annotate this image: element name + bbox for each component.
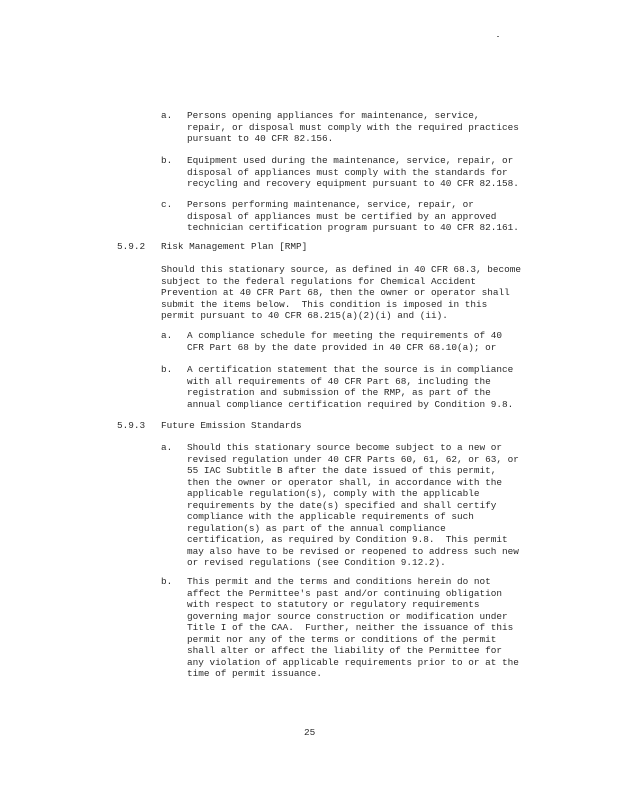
item-b-text xyxy=(187,155,519,190)
section-593-item-a-text xyxy=(187,442,519,569)
text-line: 55 IAC Subtitle B after the date issued of this permit, xyxy=(187,465,497,476)
text-line: This permit and the terms and conditions herein do not xyxy=(187,576,491,587)
text-line: Should this stationary source become subject to a new or xyxy=(187,442,503,453)
text-line: submit the items below. This condition is imposed in this xyxy=(161,298,488,310)
section-heading: Risk Management Plan [RMP] xyxy=(161,241,308,252)
text-line: CFR Part 68 by the date provided in 40 CFR 68.10(a); or xyxy=(187,341,497,353)
item-c-text xyxy=(187,199,519,234)
item-label: b. xyxy=(161,155,173,166)
text-line: pursuant to 40 CFR 82.156. xyxy=(187,133,334,144)
text-line: disposal of appliances must be certified by an approved xyxy=(187,210,497,222)
section-592-paragraph xyxy=(161,264,521,322)
section-number: 5.9.3 xyxy=(117,420,146,431)
text-line: technician certification program pursuant to 40 CFR 82.161. xyxy=(187,222,519,233)
text-line: disposal of appliances must comply with the standards for xyxy=(187,166,508,178)
section-592-item-b-text xyxy=(187,364,513,410)
text-line: compliance with the applicable requirements of such xyxy=(187,511,474,522)
text-line: A certification statement that the source is in compliance xyxy=(187,364,514,375)
text-line: with respect to statutory or regulatory requirements xyxy=(187,599,480,610)
item-label: b. xyxy=(161,576,173,587)
text-line: or revised regulations (see Condition 9.12.2). xyxy=(187,557,446,568)
item-label: a. xyxy=(161,330,173,341)
text-line: governing major source construction or modification under xyxy=(187,610,508,622)
text-line: may also have to be revised or reopened to address such new xyxy=(187,545,519,557)
text-line: shall alter or affect the liability of the Permittee for xyxy=(187,645,503,656)
text-line: Prevention at 40 CFR Part 68, then the owner or operator shall xyxy=(161,287,510,298)
page-number: 25 xyxy=(304,727,316,738)
text-line: regulation(s) as part of the annual compliance xyxy=(187,522,446,534)
text-line: requirements by the date(s) specified and shall certify xyxy=(187,499,497,511)
section-592-item-a-text xyxy=(187,330,502,353)
text-line: Title I of the CAA. Further, neither the issuance of this xyxy=(187,622,514,633)
text-line: registration and submission of the RMP, as part of the xyxy=(187,387,491,398)
text-line: annual compliance certification required by Condition 9.8. xyxy=(187,398,514,410)
section-heading: Future Emission Standards xyxy=(161,420,302,431)
text-line: certification, as required by Condition 9.8. This permit xyxy=(187,534,508,545)
item-label: a. xyxy=(161,110,173,121)
text-line: applicable regulation(s), comply with the applicable xyxy=(187,488,480,499)
text-line: Persons performing maintenance, service, repair, or xyxy=(187,199,474,210)
text-line: recycling and recovery equipment pursuant to 40 CFR 82.158. xyxy=(187,178,519,189)
text-line: revised regulation under 40 CFR Parts 60, 61, 62, or 63, or xyxy=(187,453,519,465)
item-label: c. xyxy=(161,199,173,210)
text-line: affect the Permittee's past and/or continuing obligation xyxy=(187,587,503,599)
text-line: with all requirements of 40 CFR Part 68, including the xyxy=(187,375,491,387)
scan-speck xyxy=(497,36,499,37)
text-line: time of permit issuance. xyxy=(187,668,323,679)
item-label: b. xyxy=(161,364,173,375)
text-line: Should this stationary source, as defined in 40 CFR 68.3, become xyxy=(161,264,522,275)
text-line: A compliance schedule for meeting the requirements of 40 xyxy=(187,330,503,341)
text-line: then the owner or operator shall, in accordance with the xyxy=(187,476,503,488)
section-number: 5.9.2 xyxy=(117,241,146,252)
text-line: permit pursuant to 40 CFR 68.215(a)(2)(i) and (ii). xyxy=(161,310,448,321)
text-line: any violation of applicable requirements prior to or at the xyxy=(187,656,519,668)
item-label: a. xyxy=(161,442,173,453)
section-593-item-b-text xyxy=(187,576,519,680)
item-a-text xyxy=(187,110,519,145)
text-line: permit nor any of the terms or conditions of the permit xyxy=(187,633,497,645)
text-line: Persons opening appliances for maintenance, service, xyxy=(187,110,480,121)
text-line: repair, or disposal must comply with the required practices xyxy=(187,121,519,133)
text-line: subject to the federal regulations for Chemical Accident xyxy=(161,275,477,287)
text-line: Equipment used during the maintenance, service, repair, or xyxy=(187,155,514,166)
